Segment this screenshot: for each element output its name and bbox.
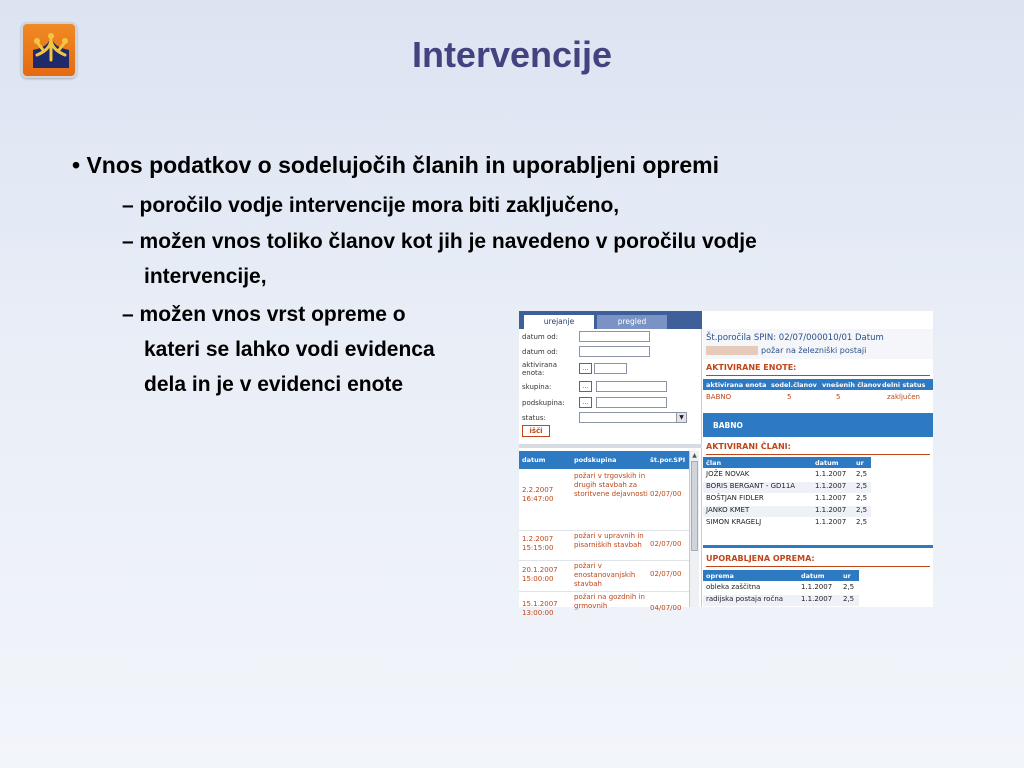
equipment-name: radijska postaja ročna — [706, 595, 784, 603]
aktivirana-enota-label: aktivirana enota: — [522, 361, 558, 377]
units-section-title: AKTIVIRANE ENOTE: — [706, 363, 797, 372]
unit-vneseni: 5 — [836, 393, 841, 401]
member-name: JANKO KMET — [706, 506, 750, 514]
unit-band-label: BABNO — [713, 421, 743, 430]
sub-bullet-continuation: intervencije, — [144, 265, 267, 288]
member-date: 1.1.2007 — [815, 470, 847, 478]
row-podskupina: požari v upravnih in pisarniških stavbah — [574, 532, 644, 549]
equipment-date: 1.1.2007 — [801, 595, 833, 603]
sub-bullet-3 — [122, 297, 435, 402]
member-hours: 2,5 — [856, 518, 868, 526]
section-divider — [706, 454, 930, 455]
units-table-header — [703, 379, 933, 390]
main-bullet: • Vnos podatkov o sodelujočih članih in uporabljeni opremi — [72, 152, 720, 178]
equipment-date: 1.1.2007 — [801, 583, 833, 591]
sub-bullet-text: možen vnos vrst opreme o — [139, 303, 406, 326]
member-hours: 2,5 — [856, 482, 868, 490]
chevron-down-icon: ▼ — [676, 413, 686, 422]
report-type-tag — [706, 346, 758, 355]
scroll-thumb[interactable] — [691, 461, 698, 551]
tab-pregled[interactable]: pregled — [597, 315, 667, 329]
datum-od-label: datum od: — [522, 333, 559, 341]
equipment-name: obleka zaščitna — [706, 583, 761, 591]
aktivirana-enota-picker-button[interactable]: ... — [579, 363, 592, 374]
table-row[interactable] — [703, 470, 871, 481]
col-oprema: oprema — [706, 572, 734, 580]
divider — [519, 444, 702, 448]
app-screenshot — [519, 311, 933, 617]
table-row[interactable] — [703, 393, 933, 403]
table-row[interactable] — [703, 506, 871, 517]
row-datum: 1.2.2007 15:15:00 — [522, 535, 554, 552]
aktivirana-enota-input[interactable] — [594, 363, 627, 374]
search-button[interactable]: išči — [522, 425, 550, 437]
col-ur: ur — [843, 572, 851, 580]
equipment-hours: 2,5 — [843, 595, 855, 603]
status-select[interactable] — [579, 412, 687, 423]
skupina-label: skupina: — [522, 383, 552, 391]
unit-name: BABNO — [706, 393, 732, 401]
table-row[interactable] — [519, 560, 689, 590]
results-scrollbar[interactable] — [689, 451, 699, 607]
datum-do-label: datum od: — [522, 348, 559, 356]
row-st: 02/07/00 — [650, 570, 682, 578]
sub-bullet-continuation: dela in je v evidenci enote — [144, 373, 404, 396]
row-st: 02/07/00 — [650, 490, 682, 498]
table-row[interactable] — [519, 591, 689, 621]
col-delni-status: delni status — [882, 381, 926, 389]
members-section-title: AKTIVIRANI ČLANI: — [706, 442, 791, 451]
col-ur: ur — [856, 459, 864, 467]
section-divider — [706, 566, 930, 567]
sub-bullet-dash: – — [122, 194, 140, 217]
table-row[interactable] — [519, 530, 689, 560]
status-label: status: — [522, 414, 546, 422]
row-st: 02/07/00 — [650, 540, 682, 548]
members-table-header — [703, 457, 871, 468]
table-row[interactable] — [703, 595, 859, 606]
datum-do-input[interactable] — [579, 346, 650, 357]
row-podskupina: požari v enostanovanjskih stavbah — [574, 562, 636, 588]
podskupina-picker-button[interactable]: ... — [579, 397, 592, 408]
col-vneseni-clanov: vnešenih članov — [822, 381, 882, 389]
sub-bullet-dash: – — [122, 303, 140, 326]
member-name: BORIS BERGANT - GD11A — [706, 482, 796, 490]
tab-bar — [519, 311, 702, 329]
member-hours: 2,5 — [856, 470, 868, 478]
col-datum: datum — [815, 459, 839, 467]
member-hours: 2,5 — [856, 494, 868, 502]
col-aktivirana-enota: aktivirana enota — [706, 381, 767, 389]
sub-bullet-text: možen vnos toliko članov kot jih je navedeno v poročilu vodje — [139, 230, 757, 253]
datum-od-input[interactable] — [579, 331, 650, 342]
left-panel — [519, 311, 702, 617]
sub-bullet-dash: – — [122, 230, 140, 253]
unit-sodel: 5 — [787, 393, 792, 401]
member-name: SIMON KRAGELJ — [706, 518, 762, 526]
tab-urejanje[interactable]: urejanje — [524, 315, 594, 329]
col-datum: datum — [522, 456, 546, 464]
scroll-up-icon[interactable]: ▲ — [692, 452, 697, 459]
col-sodel-clanov: sodel.članov — [771, 381, 817, 389]
table-row[interactable] — [519, 472, 689, 518]
results-table-header — [519, 451, 689, 469]
table-row[interactable] — [703, 583, 859, 594]
member-date: 1.1.2007 — [815, 506, 847, 514]
table-row[interactable] — [703, 494, 871, 505]
skupina-input[interactable] — [596, 381, 667, 392]
report-title: požar na železniški postaji — [761, 346, 867, 355]
col-podskupina: podskupina — [574, 456, 617, 464]
member-hours: 2,5 — [856, 506, 868, 514]
col-datum: datum — [801, 572, 825, 580]
podskupina-input[interactable] — [596, 397, 667, 408]
col-clan: član — [706, 459, 722, 467]
member-name: BOŠTJAN FIDLER — [706, 494, 764, 502]
skupina-picker-button[interactable]: ... — [579, 381, 592, 392]
podskupina-label: podskupina: — [522, 399, 565, 407]
col-st-por: št.por.SPI — [650, 456, 686, 464]
sub-bullet-1 — [122, 188, 619, 223]
table-row[interactable] — [703, 518, 871, 529]
sub-bullet-2 — [122, 224, 757, 294]
unit-status: zaključen — [887, 393, 920, 401]
section-divider — [706, 375, 930, 376]
member-date: 1.1.2007 — [815, 494, 847, 502]
member-date: 1.1.2007 — [815, 518, 847, 526]
row-st: 04/07/00 — [650, 604, 682, 612]
member-name: JOŽE NOVAK — [706, 470, 750, 478]
row-podskupina: požari na gozdnih in grmovnih — [574, 593, 645, 610]
row-datum: 2.2.2007 16:47:00 — [522, 486, 554, 503]
row-datum: 15.1.2007 13:00:00 — [522, 600, 558, 617]
equipment-section-title: UPORABLJENA OPREMA: — [706, 554, 815, 563]
sub-bullet-continuation: kateri se lahko vodi evidenca — [144, 338, 435, 361]
equipment-hours: 2,5 — [843, 583, 855, 591]
slide-title: Intervencije — [411, 34, 613, 75]
report-number: Št.poročila SPIN: 02/07/000010/01 Datum — [706, 333, 884, 343]
row-podskupina: požari v trgovskih in drugih stavbah za storitvene dejavnosti — [574, 472, 648, 498]
section-band — [703, 545, 933, 548]
detail-panel — [703, 311, 933, 607]
table-row[interactable] — [703, 482, 871, 493]
unit-band[interactable] — [703, 413, 933, 437]
member-date: 1.1.2007 — [815, 482, 847, 490]
sub-bullet-text: poročilo vodje intervencije mora biti zaključeno, — [139, 194, 620, 217]
row-datum: 20.1.2007 15:00:00 — [522, 566, 558, 583]
equipment-table-header — [703, 570, 859, 581]
